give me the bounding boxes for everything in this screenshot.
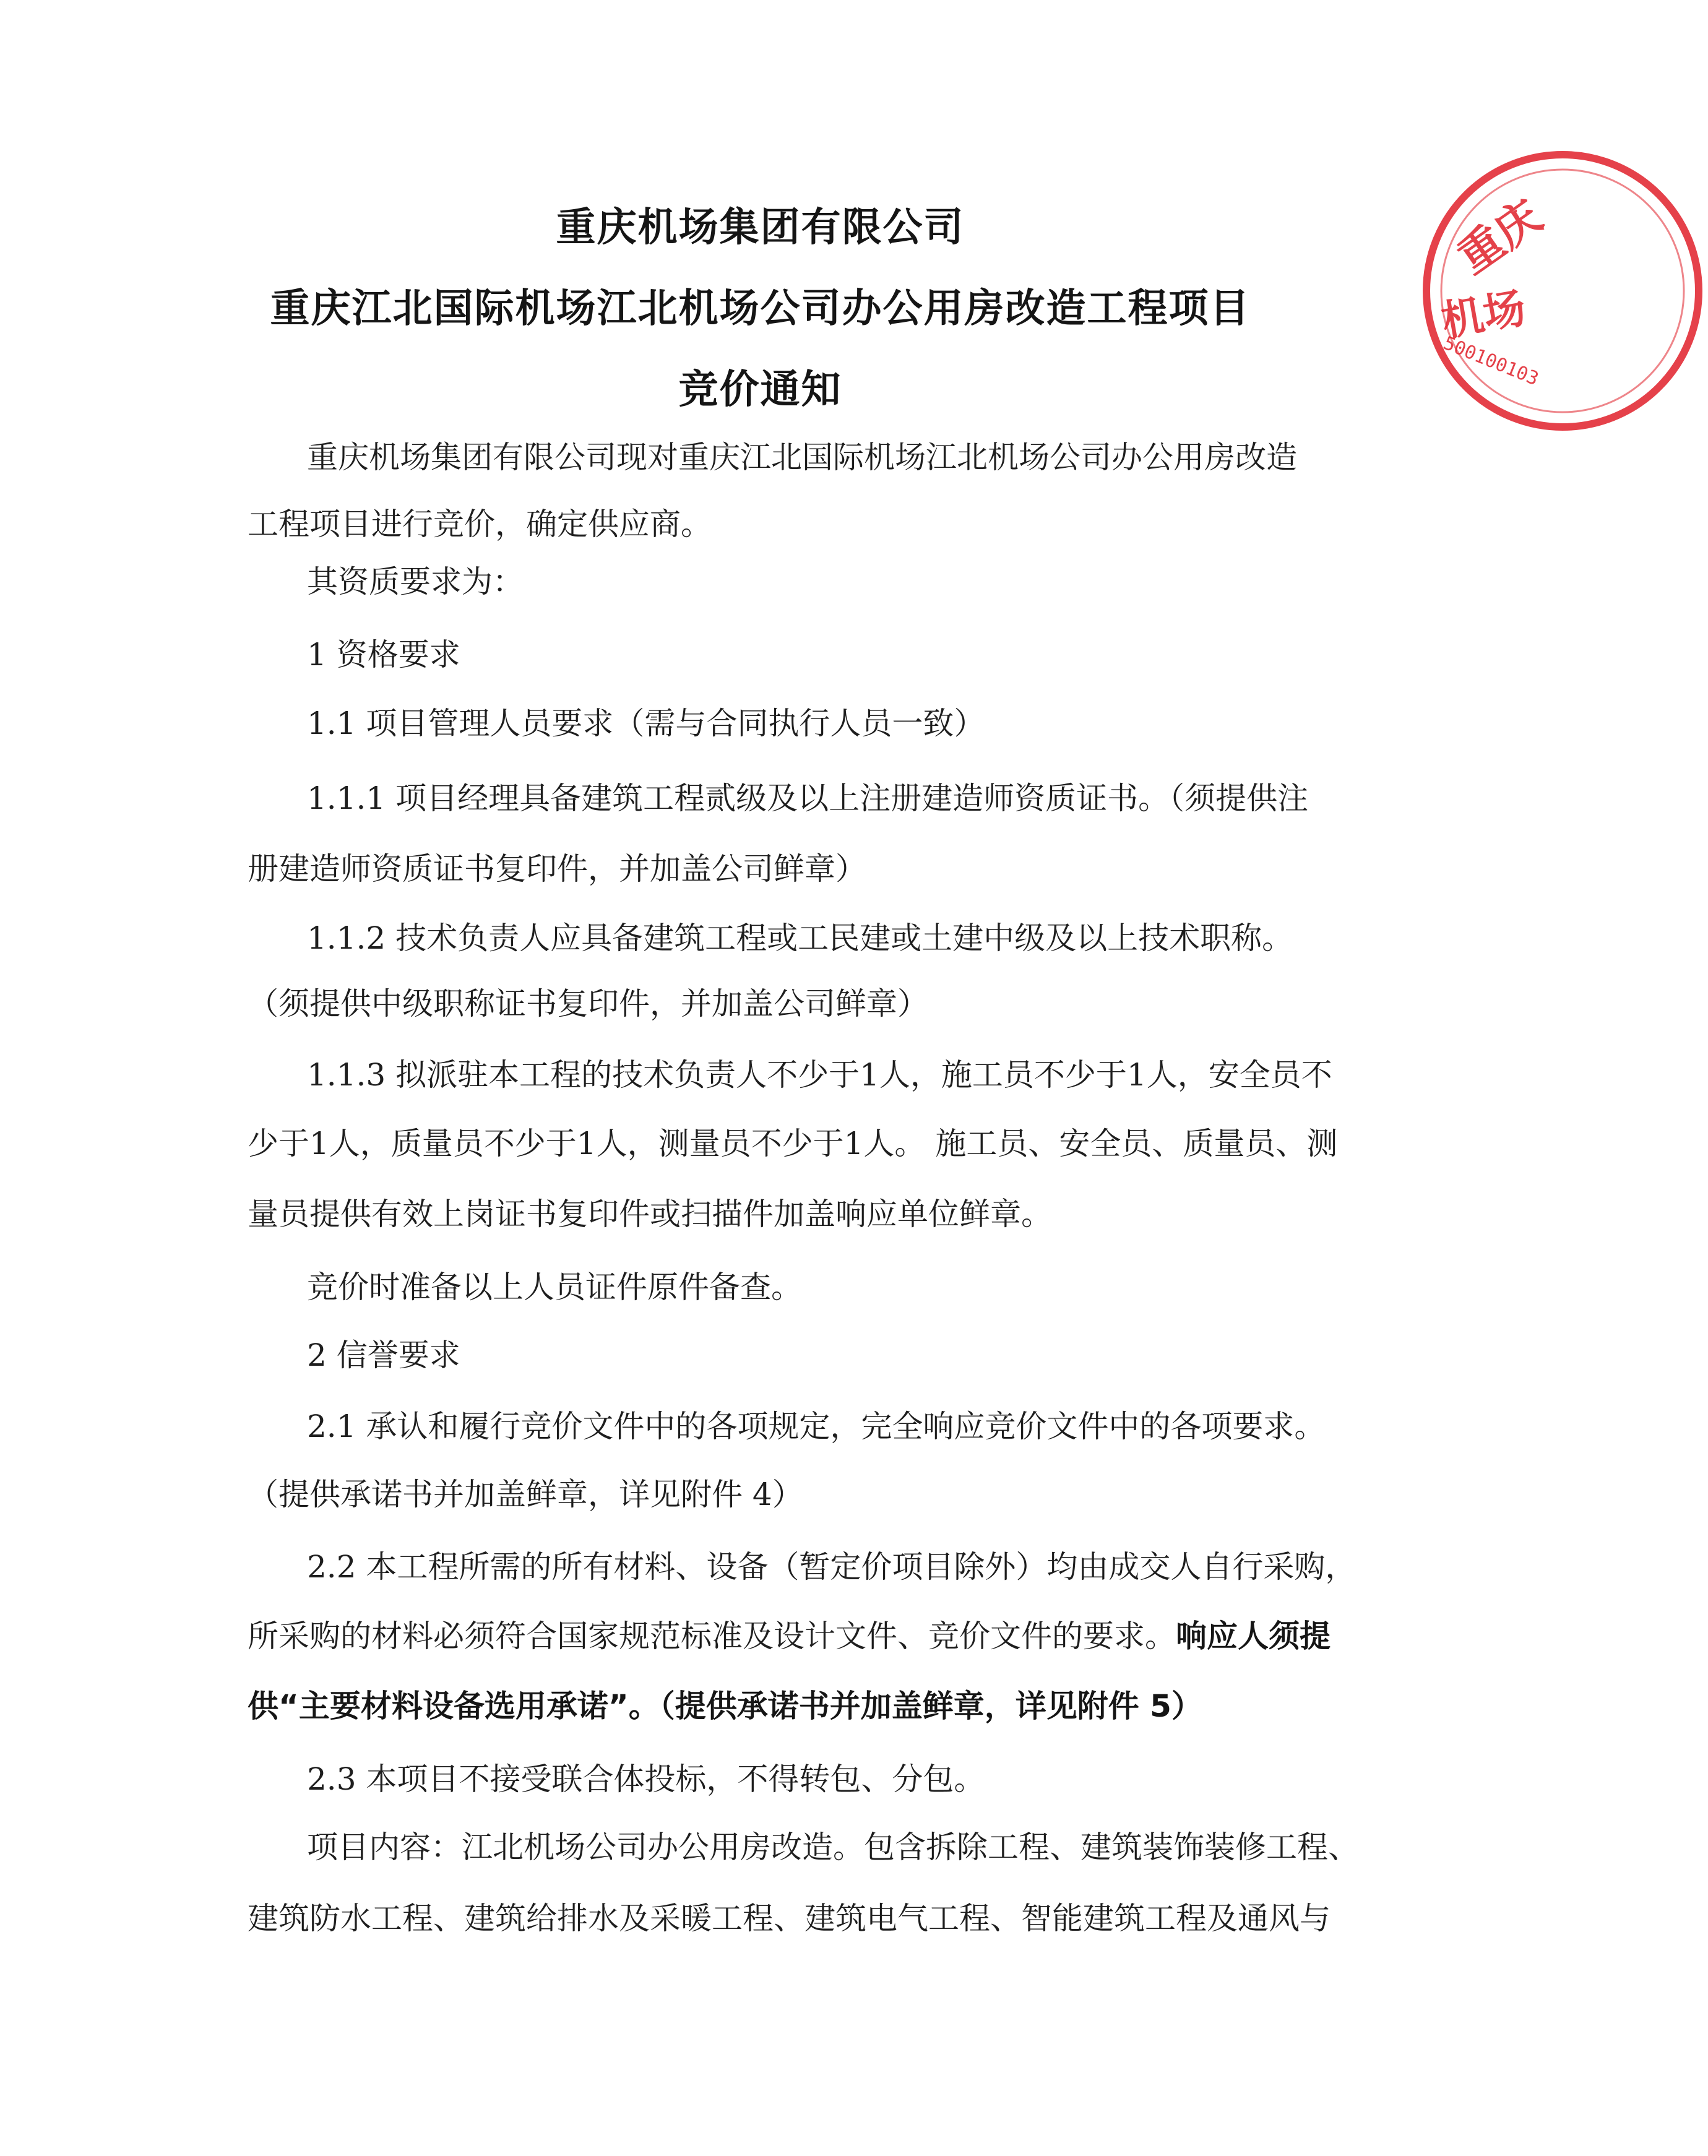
qualification-1-1-3-line-a: 1.1.3 拟派驻本工程的技术负责人不少于1人，施工员不少于1人，安全员不 [307, 1057, 1332, 1093]
company-seal-stamp [1417, 145, 1708, 436]
credit-2-2-line-b-normal: 所采购的材料必须符合国家规范标准及设计文件、竞价文件的要求。 [248, 1618, 1176, 1654]
project-title: 重庆江北国际机场江北机场公司办公用房改造工程项目 [270, 286, 1251, 332]
credit-2-3: 2.3 本项目不接受联合体投标，不得转包、分包。 [307, 1761, 985, 1797]
intro-line-2: 工程项目进行竞价，确定供应商。 [248, 506, 712, 542]
project-content-line-1: 项目内容：江北机场公司办公用房改造。包含拆除工程、建筑装饰装修工程、 [307, 1829, 1359, 1865]
credit-heading: 2 信誉要求 [307, 1337, 460, 1373]
qualification-1-1-2-line-b: （须提供中级职称证书复印件，并加盖公司鲜章） [248, 986, 928, 1022]
credit-2-2-line-c: 供“主要材料设备选用承诺”。（提供承诺书并加盖鲜章，详见附件 5） [248, 1688, 1202, 1724]
seal-text-top: 重庆 [1448, 189, 1551, 284]
qualification-1-1-2-line-a: 1.1.2 技术负责人应具备建筑工程或工民建或土建中级及以上技术职称。 [307, 920, 1293, 956]
credit-2-2-line-a: 2.2 本工程所需的所有材料、设备（暂定价项目除外）均由成交人自行采购， [307, 1549, 1356, 1585]
seal-number: 500100103 [1440, 332, 1542, 390]
credit-2-1-line-b: （提供承诺书并加盖鲜章，详见附件 4） [248, 1477, 803, 1512]
qualification-1-1-3-line-b: 少于1人，质量员不少于1人，测量员不少于1人。 施工员、安全员、质量员、测 [248, 1126, 1338, 1162]
notice-title: 竞价通知 [678, 367, 842, 413]
qualification-heading: 1 资格要求 [307, 637, 460, 673]
intro-line-1: 重庆机场集团有限公司现对重庆江北国际机场江北机场公司办公用房改造 [307, 439, 1297, 475]
intro-line-3: 其资质要求为： [307, 564, 524, 600]
qualification-1-1-1-line-a: 1.1.1 项目经理具备建筑工程贰级及以上注册建造师资质证书。（须提供注 [307, 780, 1309, 816]
qualification-1-1: 1.1 项目管理人员要求（需与合同执行人员一致） [307, 705, 985, 741]
credit-2-1-line-a: 2.1 承认和履行竞价文件中的各项规定，完全响应竞价文件中的各项要求。 [307, 1408, 1326, 1444]
company-title: 重庆机场集团有限公司 [556, 205, 965, 251]
qualification-note: 竞价时准备以上人员证件原件备查。 [307, 1269, 802, 1305]
seal-text-mid: 机场 [1438, 283, 1530, 347]
credit-2-2-line-b-bold: 响应人须提 [1176, 1618, 1331, 1654]
qualification-1-1-3-line-c: 量员提供有效上岗证书复印件或扫描件加盖响应单位鲜章。 [248, 1196, 1052, 1232]
project-content-line-2: 建筑防水工程、建筑给排水及采暖工程、建筑电气工程、智能建筑工程及通风与 [248, 1900, 1331, 1936]
qualification-1-1-1-line-b: 册建造师资质证书复印件，并加盖公司鲜章） [248, 851, 866, 887]
credit-2-2-line-b [248, 1618, 1331, 1655]
